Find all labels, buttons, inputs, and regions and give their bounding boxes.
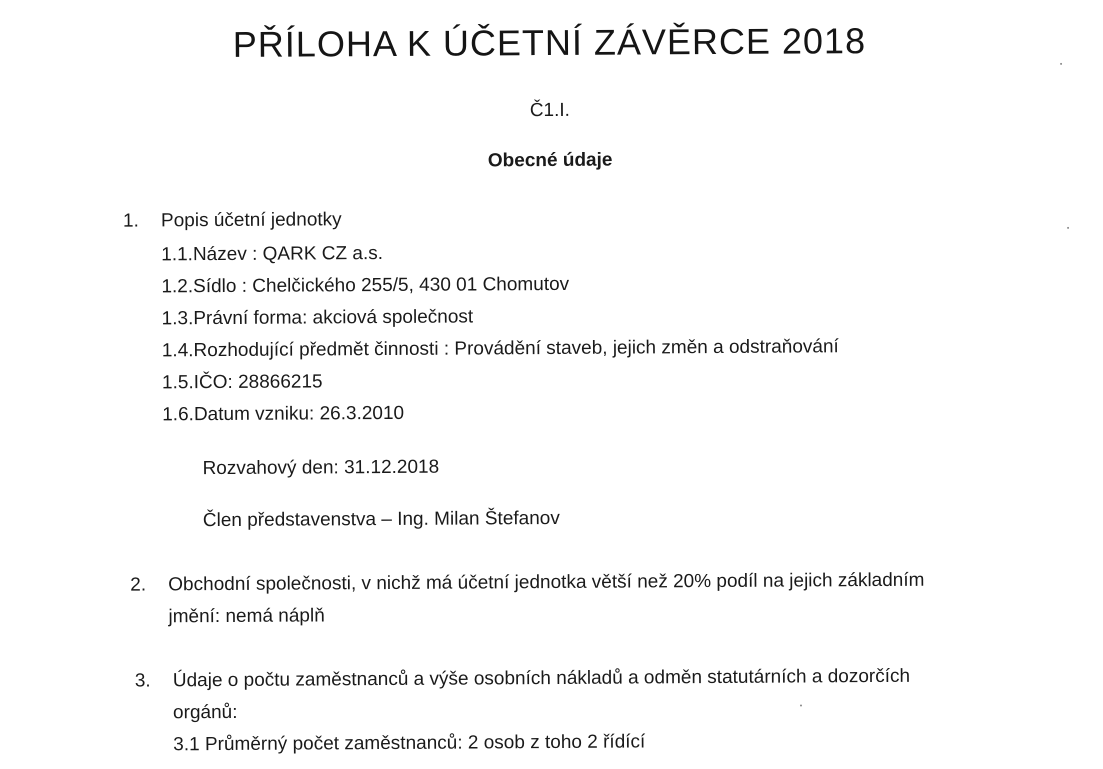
balance-day: Rozvahový den: 31.12.2018 [202, 456, 440, 480]
subitem-1-1 [161, 243, 383, 266]
subitem-1-3 [162, 306, 474, 330]
subitem-1-6 [162, 403, 404, 426]
subitem-number: 1.4. [161, 340, 194, 362]
article-number: Č1.I. [529, 99, 570, 122]
item-3-line-1: Údaje o počtu zaměstnanců a výše osobních nákladů a odměn statutárních a dozorčích [172, 665, 911, 692]
scan-speck [1060, 63, 1062, 65]
subitem-text: IČO: 28866215 [193, 371, 323, 394]
subitem-text: Název : QARK CZ a.s. [192, 243, 384, 266]
item-2-number: 2. [130, 574, 147, 596]
item-2-line-1: Obchodní společnosti, v nichž má účetní jednotka větší než 20% podíl na jejich základním [168, 569, 925, 596]
subitem-number: 1.2. [161, 276, 194, 298]
scan-speck [800, 704, 802, 706]
scan-speck [1067, 227, 1069, 229]
subitem-text: Sídlo : Chelčického 255/5, 430 01 Chomutov [193, 273, 570, 298]
subitem-number: 1.6. [162, 404, 194, 426]
subitem-1-2 [161, 274, 569, 298]
item-3-number: 3. [134, 670, 151, 692]
item-3-sub-1: 3.1 Průměrný počet zaměstnanců: 2 osob z toho 2 řídící [173, 731, 646, 756]
subitem-number: 1.1. [161, 244, 193, 266]
subitem-text: Právní forma: akciová společnost [193, 306, 474, 330]
subitem-1-4 [162, 336, 839, 362]
item-1-number: 1. [122, 210, 139, 232]
document-title: PŘÍLOHA K ÚČETNÍ ZÁVĚRCE 2018 [232, 20, 867, 65]
subitem-number: 1.3. [161, 308, 194, 330]
board-member: Člen představenstva – Ing. Milan Štefanov [202, 507, 560, 532]
subitem-1-5 [162, 371, 323, 394]
item-1-heading: Popis účetní jednotky [160, 209, 342, 232]
item-2-line-2: jmění: nemá náplň [168, 605, 325, 628]
subitem-number: 1.5. [161, 372, 194, 394]
subitem-text: Rozhodující předmět činnosti : Provádění staveb, jejich změn a odstraňování [193, 336, 839, 362]
subitem-text: Datum vzniku: 26.3.2010 [193, 402, 405, 426]
item-3-line-2: orgánů: [172, 701, 238, 724]
section-heading: Obecné údaje [487, 149, 613, 172]
